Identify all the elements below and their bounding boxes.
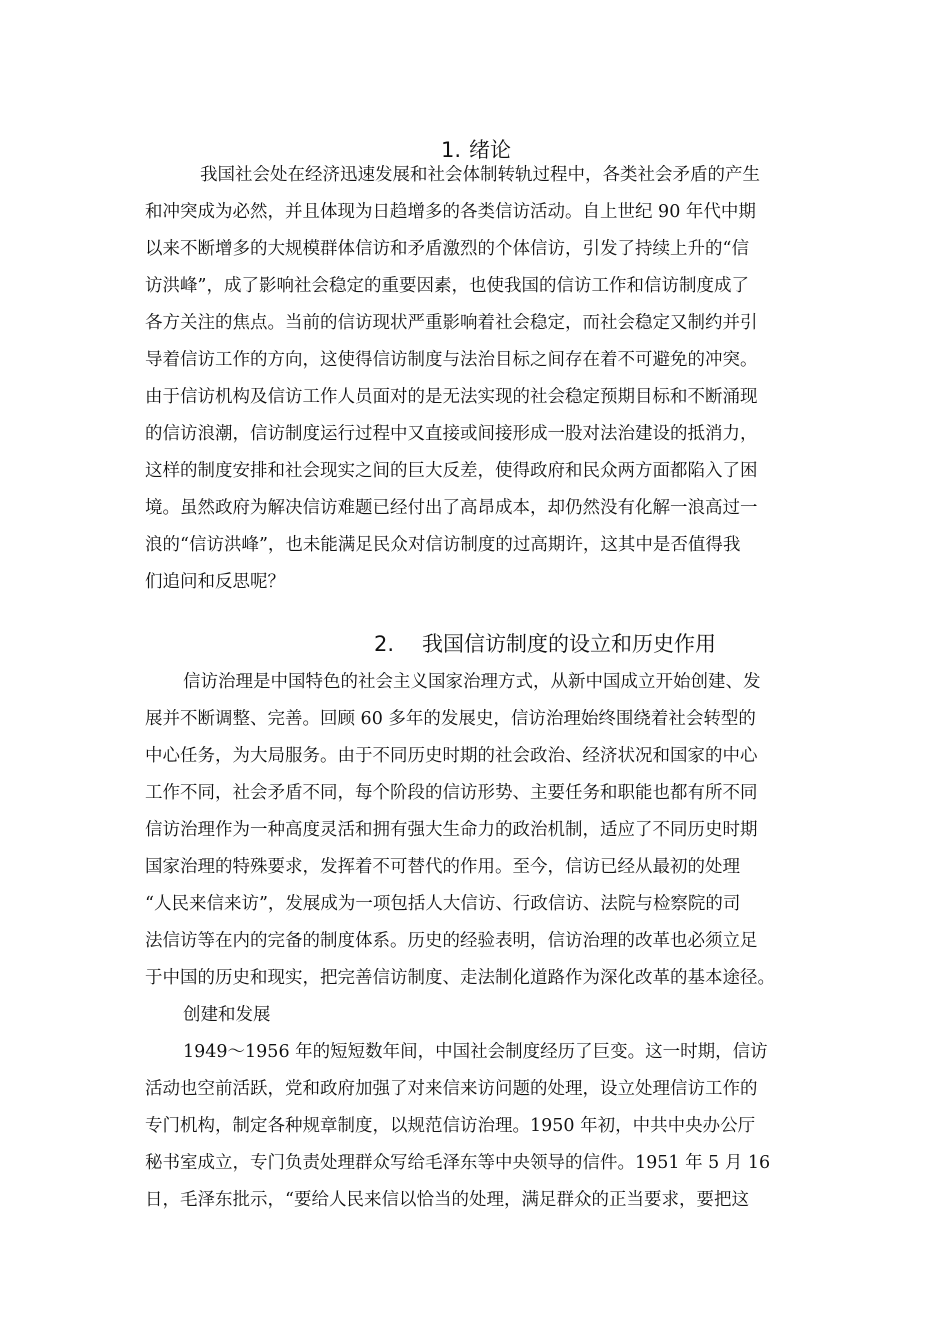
paragraph-line: 境。虽然政府为解决信访难题已经付出了高昂成本，却仍然没有化解一浪高过一 xyxy=(145,498,758,518)
paragraph-line: 由于信访机构及信访工作人员面对的是无法实现的社会稳定预期目标和不断涌现 xyxy=(145,387,758,407)
paragraph-line: 专门机构，制定各种规章制度，以规范信访治理。1950 年初，中共中央办公厅 xyxy=(145,1116,756,1136)
paragraph-line: 访洪峰”，成了影响社会稳定的重要因素，也使我国的信访工作和信访制度成了 xyxy=(145,276,749,296)
paragraph-line: 展并不断调整、完善。回顾 60 多年的发展史，信访治理始终围绕着社会转型的 xyxy=(145,709,756,729)
paragraph-line: 法信访等在内的完备的制度体系。历史的经验表明，信访治理的改革也必须立足 xyxy=(145,931,758,951)
section-1-number: 1. xyxy=(441,138,462,162)
paragraph-line: 秘书室成立，专门负责处理群众写给毛泽东等中央领导的信件。1951 年 5 月 16 xyxy=(145,1153,771,1173)
paragraph-line: 浪的“信访洪峰”，也未能满足民众对信访制度的过高期许，这其中是否值得我 xyxy=(145,535,741,555)
paragraph-line: 信访治理是中国特色的社会主义国家治理方式，从新中国成立开始创建、发 xyxy=(183,672,761,692)
paragraph-line: 中心任务，为大局服务。由于不同历史时期的社会政治、经济状况和国家的中心 xyxy=(145,746,758,766)
paragraph-line: 各方关注的焦点。当前的信访现状严重影响着社会稳定，而社会稳定又制约并引 xyxy=(145,313,758,333)
paragraph-line: 于中国的历史和现实，把完善信访制度、走法制化道路作为深化改革的基本途径。 xyxy=(145,968,775,988)
section-2-title: 我国信访制度的设立和历史作用 xyxy=(422,632,716,656)
paragraph-line: 活动也空前活跃，党和政府加强了对来信来访问题的处理，设立处理信访工作的 xyxy=(145,1079,758,1099)
paragraph-line: 们追问和反思呢？ xyxy=(145,572,285,592)
paragraph-line: 信访治理作为一种高度灵活和拥有强大生命力的政治机制，适应了不同历史时期 xyxy=(145,820,758,840)
paragraph-line: 以来不断增多的大规模群体信访和矛盾激烈的个体信访，引发了持续上升的“信 xyxy=(145,239,749,259)
paragraph-line: 日，毛泽东批示，“要给人民来信以恰当的处理，满足群众的正当要求，要把这 xyxy=(145,1190,749,1210)
paragraph-line: “人民来信来访”，发展成为一项包括人大信访、行政信访、法院与检察院的司 xyxy=(145,894,741,914)
section-2-number: 2. xyxy=(374,632,395,656)
paragraph-line: 1949～1956 年的短短数年间，中国社会制度经历了巨变。这一时期，信访 xyxy=(183,1042,768,1062)
paragraph-line: 导着信访工作的方向，这使得信访制度与法治目标之间存在着不可避免的冲突。 xyxy=(145,350,758,370)
paragraph-line: 和冲突成为必然，并且体现为日趋增多的各类信访活动。自上世纪 90 年代中期 xyxy=(145,202,756,222)
subsection-heading: 创建和发展 xyxy=(183,1005,271,1025)
paragraph-line: 的信访浪潮，信访制度运行过程中又直接或间接形成一股对法治建设的抵消力， xyxy=(145,424,758,444)
section-2-heading xyxy=(374,630,716,658)
paragraph-line: 我国社会处在经济迅速发展和社会体制转轨过程中，各类社会矛盾的产生 xyxy=(200,165,760,185)
section-1-title: 绪论 xyxy=(469,138,511,162)
paragraph-line: 国家治理的特殊要求，发挥着不可替代的作用。至今，信访已经从最初的处理 xyxy=(145,857,740,877)
paragraph-line: 工作不同，社会矛盾不同，每个阶段的信访形势、主要任务和职能也都有所不同 xyxy=(145,783,758,803)
paragraph-line: 这样的制度安排和社会现实之间的巨大反差，使得政府和民众两方面都陷入了困 xyxy=(145,461,758,481)
